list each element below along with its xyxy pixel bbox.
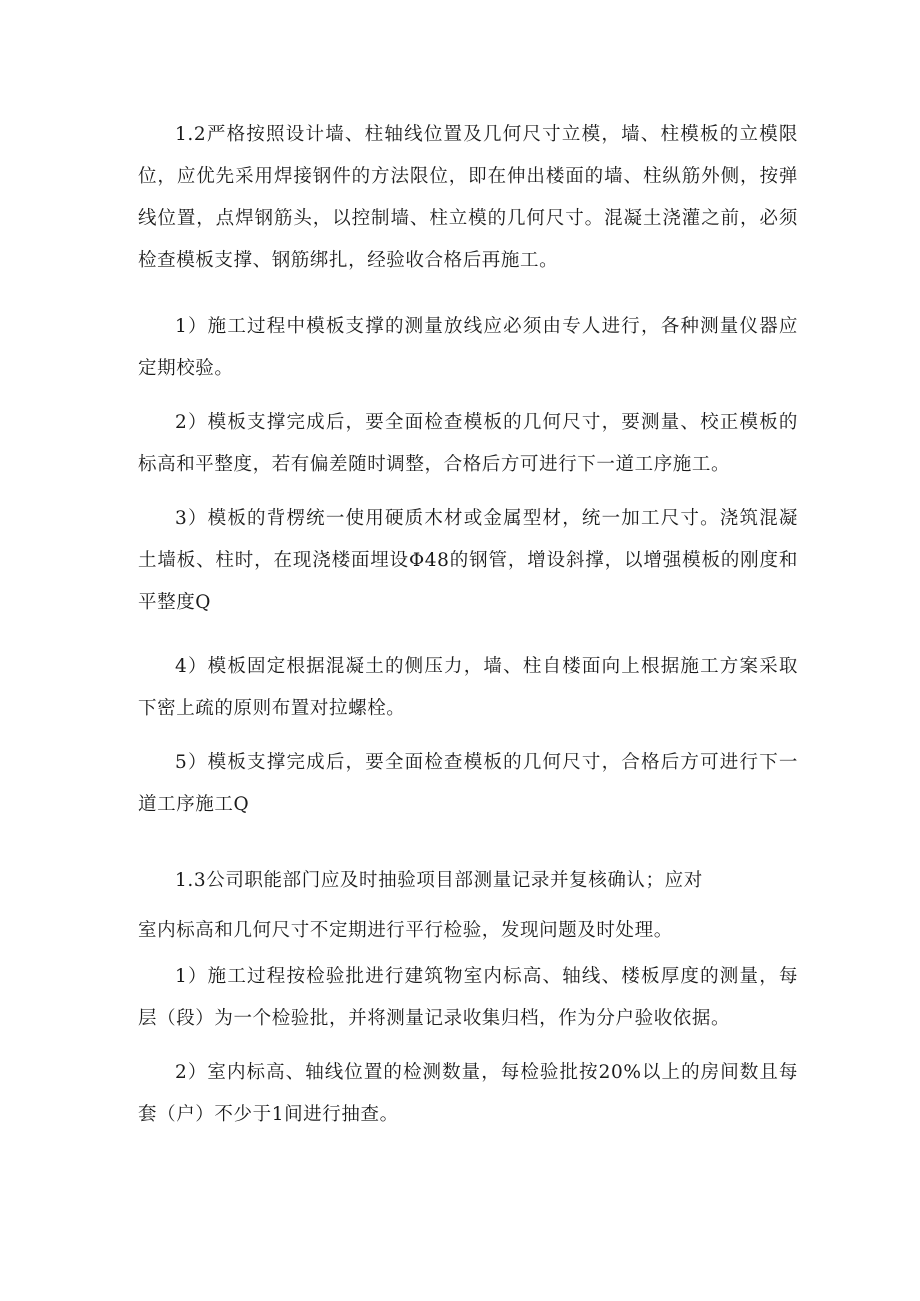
paragraph-1-2-item-1: 1）施工过程中模板支撑的测量放线应必须由专人进行，各种测量仪器应定期校验。	[138, 316, 798, 379]
paragraph-1-3-item-2: 2）室内标高、轴线位置的检测数量，每检验批按20%以上的房间数且每套（户）不少于1间进行抽查。	[138, 1062, 798, 1125]
paragraph-1-2-item-3: 3）模板的背楞统一使用硬质木材或金属型材，统一加工尺寸。浇筑混凝土墙板、柱时，在现浇楼面埋设Φ48的钢管，增设斜撑，以增强模板的刚度和平整度Q	[138, 508, 798, 613]
paragraph-1-2-item-5: 5）模板支撑完成后，要全面检查模板的几何尺寸，合格后方可进行下一道工序施工Q	[138, 752, 798, 815]
paragraph-1-2: 1.2严格按照设计墙、柱轴线位置及几何尺寸立模，墙、柱模板的立模限位，应优先采用焊接钢件的方法限位，即在伸出楼面的墙、柱纵筋外侧，按弹线位置，点焊钢筋头，以控制墙、柱立模的几何尺寸。混凝土浇灌之前，必须检查模板支撑、钢筋绑扎，经验收合格后再施工。	[138, 124, 798, 271]
paragraph-1-3-continuation: 室内标高和几何尺寸不定期进行平行检验，发现问题及时处理。	[138, 920, 673, 941]
paragraph-1-2-item-2: 2）模板支撑完成后，要全面检查模板的几何尺寸，要测量、校正模板的标高和平整度，若有偏差随时调整，合格后方可进行下一道工序施工。	[138, 412, 798, 475]
paragraph-1-3-heading: 1.3公司职能部门应及时抽验项目部测量记录并复核确认；应对	[175, 870, 703, 891]
paragraph-1-3-item-1: 1）施工过程按检验批进行建筑物室内标高、轴线、楼板厚度的测量，每层（段）为一个检验批，并将测量记录收集归档，作为分户验收依据。	[138, 966, 798, 1029]
paragraph-1-2-item-4: 4）模板固定根据混凝土的侧压力，墙、柱自楼面向上根据施工方案采取下密上疏的原则布置对拉螺栓。	[138, 656, 798, 719]
